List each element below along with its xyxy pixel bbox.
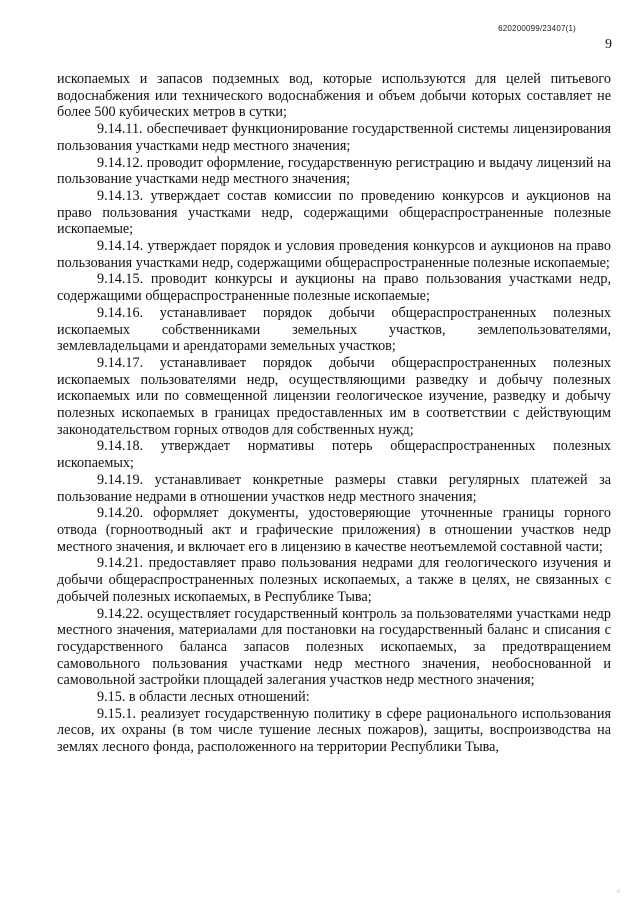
document-id: 620200099/23407(1)	[498, 24, 576, 33]
paragraph-9-14-14: 9.14.14. утверждает порядок и условия проведения конкурсов и аукционов на право пользования участками недр, содержащими общераспространенные полезные ископаемые;	[57, 238, 611, 271]
paragraph-9-14-22: 9.14.22. осуществляет государственный контроль за пользователями участками недр местного значения, материалами для постановки на государственный баланс и списания с государственного баланса запасов полезных ископаемых, за предотвращением самовольного пользования участками недр местного значения, необоснованной и самовольной застройки площадей залегания участков недр местного значения;	[57, 605, 611, 689]
paragraph-9-15: 9.15. в области лесных отношений:	[97, 689, 310, 706]
document-body	[57, 71, 611, 756]
paragraph-9-14-21: 9.14.21. предоставляет право пользования недрами для геологического изучения и добычи общераспространенных полезных ископаемых, а также в целях, не связанных с добычей полезных ископаемых, в Республике Тыва;	[57, 555, 611, 605]
paragraph-9-14-13: 9.14.13. утверждает состав комиссии по проведению конкурсов и аукционов на право пользования участками недр, содержащими общераспространенные полезные ископаемые;	[57, 187, 611, 238]
paragraph-9-14-11: 9.14.11. обеспечивает функционирование государственной системы лицензирования пользования участками недр местного значения;	[57, 121, 611, 154]
paragraph-continuation: ископаемых и запасов подземных вод, которые используются для целей питьевого водоснабжения или технического водоснабжения и объем добычи которых составляет не более 500 кубических метров в сутки;	[57, 71, 611, 121]
paragraph-9-14-17: 9.14.17. устанавливает порядок добычи общераспространенных полезных ископаемых пользователями недр, осуществляющими разведку и добычу полезных ископаемых или по совмещенной лицензии геологическое изучение, разведку и добычу полезных ископаемых в границах предоставленных им в соответствии с действующим законодательством горных отводов для собственных нужд;	[57, 354, 611, 438]
paragraph-9-15-1: 9.15.1. реализует государственную политику в сфере рационального использования лесов, их охраны (в том числе тушение лесных пожаров), защиты, воспроизводства на землях лесного фонда, расположенного на территории Республики Тыва,	[57, 705, 611, 756]
scan-mark-icon: 〃	[613, 887, 624, 897]
paragraph-9-14-15: 9.14.15. проводит конкурсы и аукционы на право пользования участками недр, содержащими общераспространенные полезные ископаемые;	[57, 271, 611, 305]
page-number: 9	[605, 37, 612, 52]
paragraph-9-14-12: 9.14.12. проводит оформление, государственную регистрацию и выдачу лицензий на пользование участками недр местного значения;	[57, 154, 611, 188]
paragraph-9-14-19: 9.14.19. устанавливает конкретные размеры ставки регулярных платежей за пользование недрами в отношении участков недр местного значения;	[57, 471, 611, 505]
paragraph-9-14-18: 9.14.18. утверждает нормативы потерь общераспространенных полезных ископаемых;	[57, 438, 611, 472]
paragraph-9-14-20: 9.14.20. оформляет документы, удостоверяющие уточненные границы горного отвода (горноотводный акт и графические приложения) в отношении участков недр местного значения, и включает его в лицензию в качестве неотъемлемой составной части;	[57, 505, 611, 555]
paragraph-9-14-16: 9.14.16. устанавливает порядок добычи общераспространенных полезных ископаемых собственниками земельных участков, землепользователями, землевладельцами и арендаторами земельных участков;	[57, 304, 611, 355]
